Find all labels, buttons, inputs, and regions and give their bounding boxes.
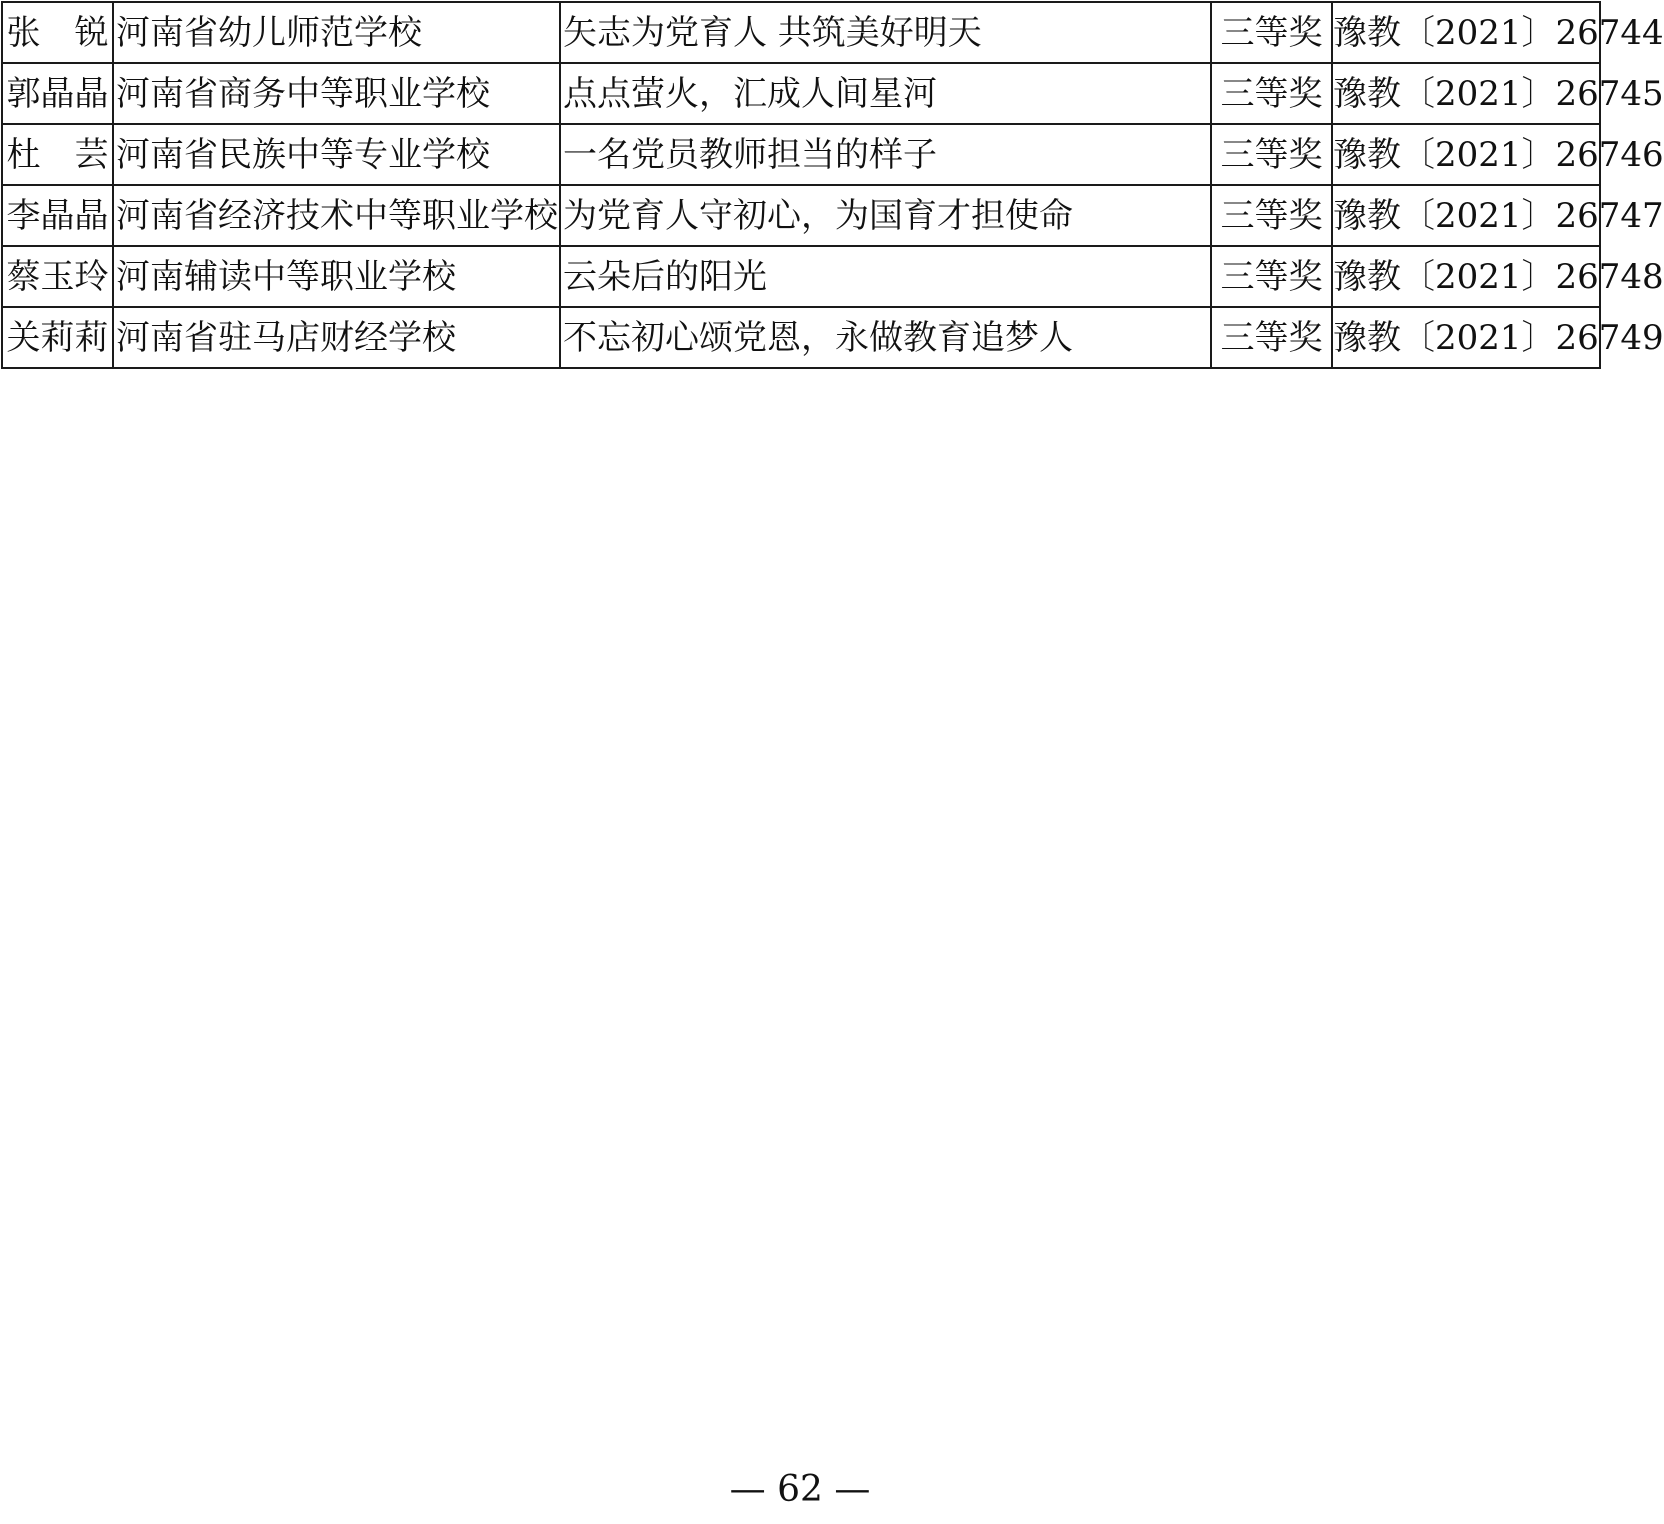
school-name: 河南省经济技术中等职业学校: [113, 185, 560, 246]
winner-name: 张 锐: [2, 2, 113, 63]
award-level: 三等奖: [1211, 185, 1332, 246]
certificate-number: 豫教〔2021〕26748: [1332, 246, 1600, 307]
certificate-number: 豫教〔2021〕26747: [1332, 185, 1600, 246]
work-title: 一名党员教师担当的样子: [560, 124, 1211, 185]
table-row: [2, 185, 1600, 246]
certificate-number: 豫教〔2021〕26744: [1332, 2, 1600, 63]
award-level: 三等奖: [1211, 307, 1332, 368]
award-level: 三等奖: [1211, 124, 1332, 185]
work-title: 不忘初心颂党恩，永做教育追梦人: [560, 307, 1211, 368]
page-number: — 62 —: [729, 1469, 871, 1510]
work-title: 矢志为党育人 共筑美好明天: [560, 2, 1211, 63]
school-name: 河南省幼儿师范学校: [113, 2, 560, 63]
winner-name: 李晶晶: [2, 185, 113, 246]
winner-name: 关莉莉: [2, 307, 113, 368]
award-level: 三等奖: [1211, 2, 1332, 63]
work-title: 云朵后的阳光: [560, 246, 1211, 307]
winner-name: 蔡玉玲: [2, 246, 113, 307]
school-name: 河南省商务中等职业学校: [113, 63, 560, 124]
school-name: 河南省驻马店财经学校: [113, 307, 560, 368]
school-name: 河南辅读中等职业学校: [113, 246, 560, 307]
table-row: [2, 307, 1600, 368]
winner-name: 杜 芸: [2, 124, 113, 185]
certificate-number: 豫教〔2021〕26745: [1332, 63, 1600, 124]
certificate-number: 豫教〔2021〕26746: [1332, 124, 1600, 185]
winner-name: 郭晶晶: [2, 63, 113, 124]
school-name: 河南省民族中等专业学校: [113, 124, 560, 185]
work-title: 点点萤火，汇成人间星河: [560, 63, 1211, 124]
certificate-number: 豫教〔2021〕26749: [1332, 307, 1600, 368]
table-row: [2, 2, 1600, 63]
table-row: [2, 246, 1600, 307]
award-level: 三等奖: [1211, 246, 1332, 307]
table-row: [2, 63, 1600, 124]
table-row: [2, 124, 1600, 185]
awards-table: [1, 1, 1664, 369]
award-level: 三等奖: [1211, 63, 1332, 124]
work-title: 为党育人守初心，为国育才担使命: [560, 185, 1211, 246]
